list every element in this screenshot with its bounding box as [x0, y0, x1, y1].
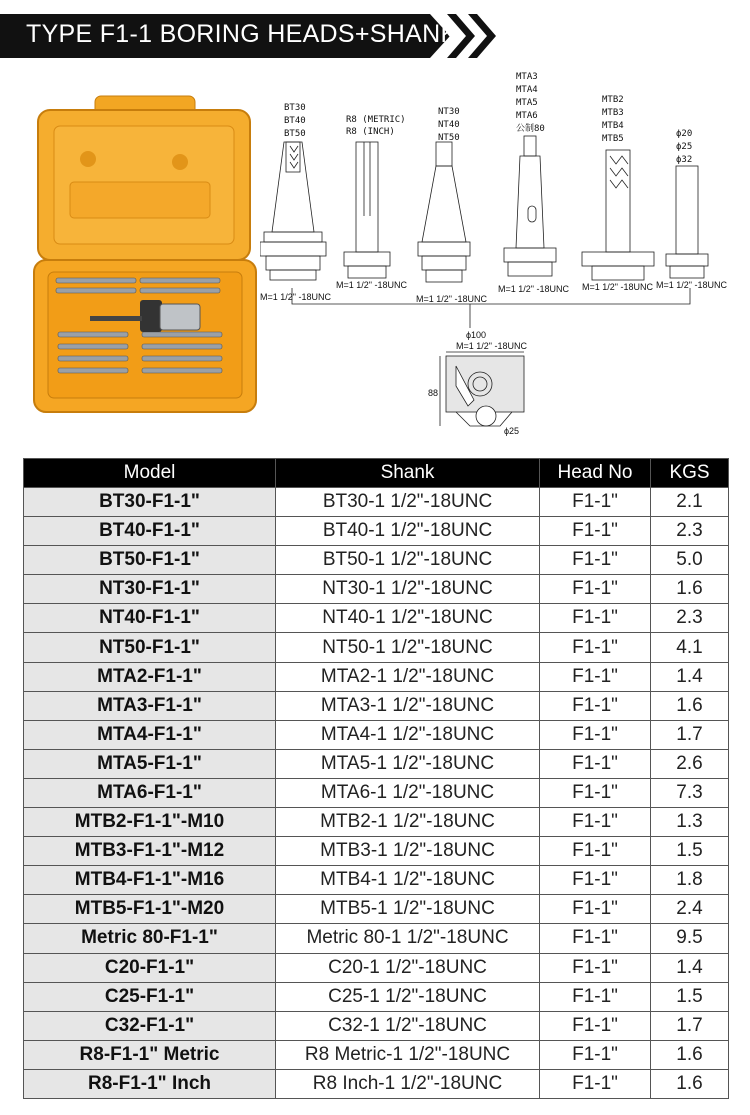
table-row — [24, 1011, 729, 1040]
head-no-cell: F1-1" — [540, 517, 651, 546]
head-diameter-label: ϕ100 — [466, 330, 487, 340]
table-row — [24, 749, 729, 778]
mtb-label: MTB4 — [602, 121, 624, 131]
head-no-cell: F1-1" — [540, 778, 651, 807]
kgs-cell: 1.4 — [651, 662, 729, 691]
kgs-cell: 1.8 — [651, 866, 729, 895]
kgs-cell: 1.7 — [651, 720, 729, 749]
table-row — [24, 778, 729, 807]
table-row — [24, 982, 729, 1011]
model-cell: MTA5-F1-1" — [24, 749, 276, 778]
kgs-cell: 2.1 — [651, 488, 729, 517]
boring-head-shape — [428, 330, 527, 436]
mtb-shank-shape — [582, 150, 654, 280]
table-row — [24, 546, 729, 575]
head-no-cell: F1-1" — [540, 691, 651, 720]
table-row — [24, 1069, 729, 1098]
head-no-cell: F1-1" — [540, 575, 651, 604]
shank-cell: R8 Metric-1 1/2"-18UNC — [276, 1040, 540, 1069]
table-body — [24, 488, 729, 1099]
head-bore-label: ϕ25 — [504, 426, 520, 436]
banner-title: TYPE F1-1 BORING HEADS+SHANK — [26, 20, 458, 48]
model-cell: MTA4-F1-1" — [24, 720, 276, 749]
kgs-cell: 1.3 — [651, 808, 729, 837]
head-no-cell: F1-1" — [540, 837, 651, 866]
c-label: ϕ20 — [676, 129, 693, 139]
table-row — [24, 488, 729, 517]
model-cell: BT30-F1-1" — [24, 488, 276, 517]
head-no-cell: F1-1" — [540, 546, 651, 575]
shank-cell: MTA6-1 1/2"-18UNC — [276, 778, 540, 807]
kgs-cell: 2.4 — [651, 895, 729, 924]
column-header-model: Model — [24, 459, 276, 488]
thread-label: M=1 1/2" -18UNC — [456, 341, 527, 351]
head-no-cell: F1-1" — [540, 662, 651, 691]
table-row — [24, 517, 729, 546]
head-no-cell: F1-1" — [540, 982, 651, 1011]
c-label: ϕ32 — [676, 155, 693, 165]
product-case-image — [30, 92, 260, 417]
shank-cell: MTB5-1 1/2"-18UNC — [276, 895, 540, 924]
spec-table — [23, 458, 729, 1099]
model-cell: MTB3-F1-1"-M12 — [24, 837, 276, 866]
model-cell: C20-F1-1" — [24, 953, 276, 982]
kgs-cell: 2.6 — [651, 749, 729, 778]
model-cell: R8-F1-1" Inch — [24, 1069, 276, 1098]
model-cell: BT50-F1-1" — [24, 546, 276, 575]
c-label: ϕ25 — [676, 142, 693, 152]
shank-cell: MTA3-1 1/2"-18UNC — [276, 691, 540, 720]
table-row — [24, 662, 729, 691]
thread-label: M=1 1/2" -18UNC — [582, 282, 653, 292]
mtb-label: MTB2 — [602, 95, 624, 105]
table-row — [24, 866, 729, 895]
shank-technical-drawing — [260, 66, 730, 446]
shank-cell: NT50-1 1/2"-18UNC — [276, 633, 540, 662]
nt-label: NT30 — [438, 107, 460, 117]
r8-shank-shape — [344, 142, 390, 278]
model-cell: C32-F1-1" — [24, 1011, 276, 1040]
model-cell: C25-F1-1" — [24, 982, 276, 1011]
table-row — [24, 837, 729, 866]
mtb-label: MTB3 — [602, 108, 624, 118]
kgs-cell: 2.3 — [651, 517, 729, 546]
bt-label: BT50 — [284, 129, 306, 139]
shank-cell: MTB4-1 1/2"-18UNC — [276, 866, 540, 895]
c-shank-shape — [666, 166, 708, 278]
model-cell: R8-F1-1" Metric — [24, 1040, 276, 1069]
kgs-cell: 1.7 — [651, 1011, 729, 1040]
nt-shank-shape — [418, 142, 470, 282]
mta-shank-shape — [504, 136, 556, 276]
table-row — [24, 575, 729, 604]
shank-cell: Metric 80-1 1/2"-18UNC — [276, 924, 540, 953]
kgs-cell: 1.6 — [651, 1040, 729, 1069]
column-header-kgs: KGS — [651, 459, 729, 488]
head-no-cell: F1-1" — [540, 924, 651, 953]
kgs-cell: 1.5 — [651, 982, 729, 1011]
table-header-row — [24, 459, 729, 488]
shank-cell: MTA5-1 1/2"-18UNC — [276, 749, 540, 778]
mta-label: MTA5 — [516, 98, 538, 108]
head-no-cell: F1-1" — [540, 1069, 651, 1098]
model-cell: MTB5-F1-1"-M20 — [24, 895, 276, 924]
mta-label: MTA3 — [516, 72, 538, 82]
shank-cell: NT30-1 1/2"-18UNC — [276, 575, 540, 604]
thread-label: M=1 1/2" -18UNC — [260, 292, 331, 302]
head-no-cell: F1-1" — [540, 895, 651, 924]
table-row — [24, 691, 729, 720]
head-no-cell: F1-1" — [540, 749, 651, 778]
model-cell: MTB4-F1-1"-M16 — [24, 866, 276, 895]
kgs-cell: 1.6 — [651, 575, 729, 604]
head-no-cell: F1-1" — [540, 633, 651, 662]
model-cell: Metric 80-F1-1" — [24, 924, 276, 953]
thread-label: M=1 1/2" -18UNC — [656, 280, 727, 290]
shank-cell: BT50-1 1/2"-18UNC — [276, 546, 540, 575]
table-row — [24, 953, 729, 982]
kgs-cell: 5.0 — [651, 546, 729, 575]
table-row — [24, 895, 729, 924]
mta-label: MTA4 — [516, 85, 538, 95]
table-row — [24, 720, 729, 749]
table-row — [24, 808, 729, 837]
column-header-shank: Shank — [276, 459, 540, 488]
mta-label: 公制80 — [516, 124, 545, 134]
shank-cell: MTB3-1 1/2"-18UNC — [276, 837, 540, 866]
shank-cell: C25-1 1/2"-18UNC — [276, 982, 540, 1011]
model-cell: MTA3-F1-1" — [24, 691, 276, 720]
bt-label: BT40 — [284, 116, 306, 126]
nt-label: NT40 — [438, 120, 460, 130]
model-cell: NT40-F1-1" — [24, 604, 276, 633]
model-cell: NT50-F1-1" — [24, 633, 276, 662]
thread-label: M=1 1/2" -18UNC — [336, 280, 407, 290]
shank-cell: C20-1 1/2"-18UNC — [276, 953, 540, 982]
title-banner — [0, 14, 520, 58]
model-cell: BT40-F1-1" — [24, 517, 276, 546]
shank-cell: BT40-1 1/2"-18UNC — [276, 517, 540, 546]
shank-cell: MTA4-1 1/2"-18UNC — [276, 720, 540, 749]
kgs-cell: 2.3 — [651, 604, 729, 633]
kgs-cell: 1.6 — [651, 691, 729, 720]
kgs-cell: 1.4 — [651, 953, 729, 982]
thread-label: M=1 1/2" -18UNC — [498, 284, 569, 294]
kgs-cell: 1.6 — [651, 1069, 729, 1098]
shank-cell: MTA2-1 1/2"-18UNC — [276, 662, 540, 691]
shank-cell: BT30-1 1/2"-18UNC — [276, 488, 540, 517]
shank-cell: C32-1 1/2"-18UNC — [276, 1011, 540, 1040]
table-row — [24, 604, 729, 633]
head-no-cell: F1-1" — [540, 866, 651, 895]
model-cell: MTA2-F1-1" — [24, 662, 276, 691]
kgs-cell: 7.3 — [651, 778, 729, 807]
head-no-cell: F1-1" — [540, 488, 651, 517]
model-cell: NT30-F1-1" — [24, 575, 276, 604]
head-no-cell: F1-1" — [540, 953, 651, 982]
thread-label: M=1 1/2" -18UNC — [416, 294, 487, 304]
head-no-cell: F1-1" — [540, 604, 651, 633]
head-height-label: 88 — [428, 388, 439, 398]
kgs-cell: 9.5 — [651, 924, 729, 953]
shank-cell: MTB2-1 1/2"-18UNC — [276, 808, 540, 837]
head-no-cell: F1-1" — [540, 720, 651, 749]
r8-label: R8 (METRIC) — [346, 115, 406, 125]
mtb-label: MTB5 — [602, 134, 624, 144]
shank-cell: NT40-1 1/2"-18UNC — [276, 604, 540, 633]
table-row — [24, 633, 729, 662]
column-header-head-no: Head No — [540, 459, 651, 488]
nt-label: NT50 — [438, 133, 460, 143]
kgs-cell: 1.5 — [651, 837, 729, 866]
head-no-cell: F1-1" — [540, 1040, 651, 1069]
model-cell: MTB2-F1-1"-M10 — [24, 808, 276, 837]
bt-shank-shape — [260, 142, 326, 280]
mta-label: MTA6 — [516, 111, 538, 121]
head-no-cell: F1-1" — [540, 808, 651, 837]
table-row — [24, 924, 729, 953]
shank-cell: R8 Inch-1 1/2"-18UNC — [276, 1069, 540, 1098]
kgs-cell: 4.1 — [651, 633, 729, 662]
table-row — [24, 1040, 729, 1069]
model-cell: MTA6-F1-1" — [24, 778, 276, 807]
bt-label: BT30 — [284, 103, 306, 113]
head-no-cell: F1-1" — [540, 1011, 651, 1040]
r8-label: R8 (INCH) — [346, 127, 395, 137]
